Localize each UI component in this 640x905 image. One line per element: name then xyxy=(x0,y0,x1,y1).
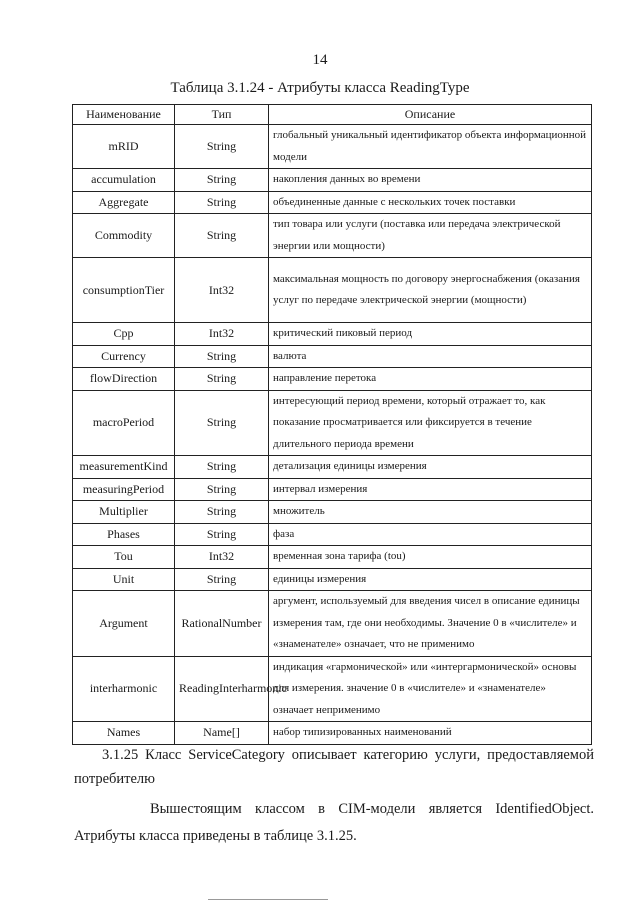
attribute-type: String xyxy=(175,478,269,501)
page-number: 14 xyxy=(312,52,328,68)
table-row xyxy=(73,191,592,214)
attribute-description: детализация единицы измерения xyxy=(269,456,592,479)
table-row xyxy=(73,591,592,657)
attributes-table xyxy=(72,104,592,745)
attribute-type: String xyxy=(175,568,269,591)
attribute-description: валюта xyxy=(269,345,592,368)
attribute-description: аргумент, используемый для введения чисел в описание единицы измерения там, где они необходимы. Значение 0 в «числителе» и «знаменателе» означает, что не применимо xyxy=(269,591,592,657)
attribute-description: объединенные данные с нескольких точек поставки xyxy=(269,191,592,214)
attribute-name: Phases xyxy=(73,523,175,546)
attribute-name: macroPeriod xyxy=(73,390,175,456)
attribute-type: RationalNumber xyxy=(175,591,269,657)
table-row xyxy=(73,568,592,591)
attribute-name: measuringPeriod xyxy=(73,478,175,501)
attribute-description: индикация «гармонической» или «интергармонической» основы для измерения. значение 0 в «числителе» и «знаменателе» означает неприменимо xyxy=(269,656,592,722)
column-header-name: Наименование xyxy=(73,105,175,125)
attribute-type: String xyxy=(175,169,269,192)
section-paragraph: 3.1.25 Класс ServiceCategory описывает категорию услуги, предоставляемой потребителю xyxy=(74,747,594,787)
table-row xyxy=(73,546,592,569)
attribute-name: accumulation xyxy=(73,169,175,192)
attribute-description: фаза xyxy=(269,523,592,546)
table-row xyxy=(73,523,592,546)
attribute-description: накопления данных во времени xyxy=(269,169,592,192)
attribute-type: String xyxy=(175,214,269,258)
attribute-name: Currency xyxy=(73,345,175,368)
attribute-name: flowDirection xyxy=(73,368,175,391)
attribute-type: Int32 xyxy=(175,258,269,323)
attribute-type: Int32 xyxy=(175,323,269,346)
attribute-type: ReadingInterharmonic xyxy=(175,656,269,722)
attribute-description: интервал измерения xyxy=(269,478,592,501)
attribute-type: String xyxy=(175,125,269,169)
table-row xyxy=(73,456,592,479)
attribute-type: String xyxy=(175,345,269,368)
attribute-type: String xyxy=(175,191,269,214)
table-row xyxy=(73,501,592,524)
table-row xyxy=(73,258,592,323)
attribute-description: глобальный уникальный идентификатор объекта информационной модели xyxy=(269,125,592,169)
column-header-type: Тип xyxy=(175,105,269,125)
attribute-name: Unit xyxy=(73,568,175,591)
attribute-description: максимальная мощность по договору энергоснабжения (оказания услуг по передаче электрической энергии (мощности) xyxy=(269,258,592,323)
attribute-name: measurementKind xyxy=(73,456,175,479)
table-row xyxy=(73,125,592,169)
attribute-description: множитель xyxy=(269,501,592,524)
attribute-description: тип товара или услуги (поставка или передача электрической энергии или мощности) xyxy=(269,214,592,258)
attribute-name: consumptionTier xyxy=(73,258,175,323)
table-row xyxy=(73,368,592,391)
table-caption: Таблица 3.1.24 - Атрибуты класса ReadingType xyxy=(170,80,470,96)
attribute-description: критический пиковый период xyxy=(269,323,592,346)
attribute-description: интересующий период времени, который отражает то, как показание просматривается или фиксируется в течение длительного периода времени xyxy=(269,390,592,456)
attribute-type: Name[] xyxy=(175,722,269,745)
attribute-name: Commodity xyxy=(73,214,175,258)
table-row xyxy=(73,722,592,745)
table-row xyxy=(73,169,592,192)
attribute-name: interharmonic xyxy=(73,656,175,722)
table-header-row xyxy=(73,105,592,125)
attribute-type: String xyxy=(175,523,269,546)
table-row xyxy=(73,390,592,456)
attribute-type: String xyxy=(175,368,269,391)
footer-rule xyxy=(208,899,328,900)
attribute-description: единицы измерения xyxy=(269,568,592,591)
attribute-type: Int32 xyxy=(175,546,269,569)
body-paragraph: Вышестоящим классом в CIM-модели является IdentifiedObject. Атрибуты класса приведены в таблице 3.1.25. xyxy=(74,801,594,844)
attribute-type: String xyxy=(175,501,269,524)
attribute-description: набор типизированных наименований xyxy=(269,722,592,745)
attribute-name: Names xyxy=(73,722,175,745)
attribute-name: Cpp xyxy=(73,323,175,346)
attribute-name: Argument xyxy=(73,591,175,657)
attribute-name: Tou xyxy=(73,546,175,569)
attribute-name: Aggregate xyxy=(73,191,175,214)
attribute-type: String xyxy=(175,456,269,479)
table-row xyxy=(73,478,592,501)
attribute-description: направление перетока xyxy=(269,368,592,391)
table-row xyxy=(73,214,592,258)
attribute-description: временная зона тарифа (tou) xyxy=(269,546,592,569)
attribute-type: String xyxy=(175,390,269,456)
table-row xyxy=(73,323,592,346)
column-header-description: Описание xyxy=(269,105,592,125)
table-row xyxy=(73,345,592,368)
attribute-name: Multiplier xyxy=(73,501,175,524)
table-row xyxy=(73,656,592,722)
attribute-name: mRID xyxy=(73,125,175,169)
